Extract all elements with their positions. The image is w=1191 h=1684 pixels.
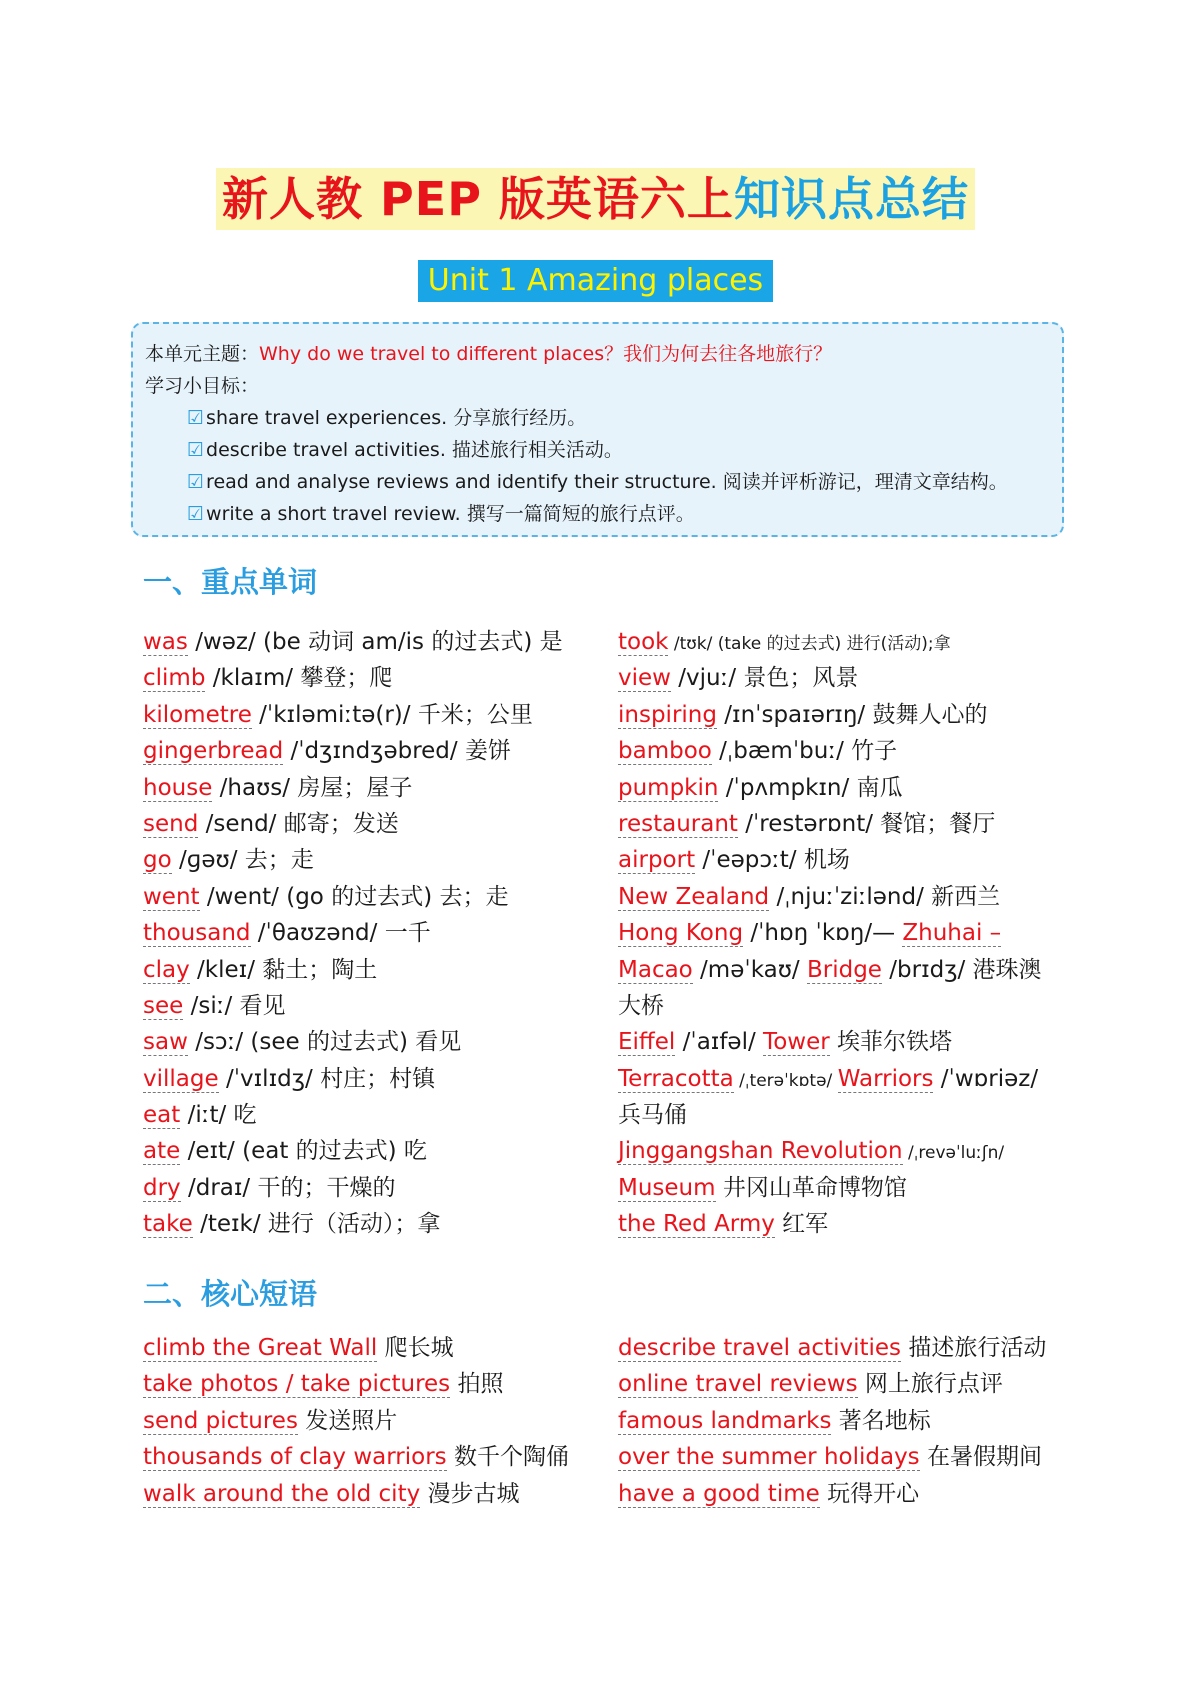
- section-title-key-words: 一、重点单词: [143, 565, 318, 599]
- word-row: [143, 770, 593, 806]
- goals-label: 学习小目标：: [145, 375, 260, 397]
- english-term: Zhuhai –: [902, 920, 1002, 947]
- english-term: send: [143, 810, 199, 837]
- english-term: airport: [618, 847, 696, 874]
- checkbox-icon: ☑: [187, 471, 205, 493]
- english-term: Jinggangshan Revolution: [618, 1138, 903, 1165]
- term-details: 埃菲尔铁塔: [829, 1029, 952, 1056]
- english-term: climb: [143, 665, 206, 692]
- term-details: /vjuː/ 景色；风景: [670, 665, 859, 692]
- term-details: 玩得开心: [819, 1480, 920, 1507]
- word-row: [618, 624, 1078, 660]
- term-details: /teɪk/ 进行（活动）；拿: [192, 1211, 441, 1238]
- term-details: 大桥: [618, 992, 664, 1019]
- word-row: [618, 1024, 1078, 1060]
- word-row: [143, 733, 593, 769]
- term-details: /ˌbæmˈbuː/ 竹子: [711, 738, 898, 765]
- english-term: thousand: [143, 920, 251, 947]
- word-row: [143, 660, 593, 696]
- english-term: famous landmarks: [618, 1407, 832, 1434]
- term-details: /wəz/ (be 动词 am/is 的过去式) 是: [187, 629, 563, 655]
- phrase-row: [143, 1439, 593, 1475]
- key-words-left-column: [143, 624, 593, 1243]
- term-details: 网上旅行点评: [857, 1371, 1003, 1398]
- term-details: /ˈeəpɔːt/ 机场: [695, 847, 850, 874]
- english-term: went: [143, 883, 200, 910]
- english-term: was: [143, 629, 188, 655]
- english-term: saw: [143, 1029, 188, 1056]
- english-term: gingerbread: [143, 738, 284, 765]
- checkbox-icon: ☑: [187, 439, 205, 461]
- theme-text: Why do we travel to different places？我们为何去往各地旅行？: [259, 343, 833, 365]
- goal-text: describe travel activities. 描述旅行相关活动。: [206, 439, 623, 461]
- term-details: /ˈvɪlɪdʒ/ 村庄；村镇: [218, 1065, 436, 1092]
- term-details: /haʊs/ 房屋；屋子: [212, 774, 413, 801]
- phrase-row: [143, 1476, 593, 1512]
- word-row: [618, 952, 1078, 988]
- word-row: [143, 1133, 593, 1169]
- word-row: [618, 915, 1078, 951]
- english-term: house: [143, 774, 213, 801]
- english-term: walk around the old city: [143, 1480, 421, 1507]
- english-term: clay: [143, 956, 190, 983]
- english-term: over the summer holidays: [618, 1444, 920, 1471]
- english-term: go: [143, 847, 172, 874]
- term-details: /tʊk/ (take 的过去式) 进行(活动);拿: [668, 634, 951, 654]
- core-phrases-left-column: [143, 1330, 593, 1512]
- english-term: Warriors: [837, 1065, 934, 1092]
- key-words-right-column: [618, 624, 1078, 1243]
- unit-theme: [145, 338, 1050, 370]
- english-term: send pictures: [143, 1407, 298, 1434]
- term-details: /eɪt/ (eat 的过去式) 吃: [180, 1138, 427, 1165]
- word-row: [143, 697, 593, 733]
- term-details: /iːt/ 吃: [180, 1102, 257, 1129]
- english-term: the Red Army: [618, 1211, 775, 1238]
- english-term: describe travel activities: [618, 1335, 902, 1361]
- word-row: [143, 1024, 593, 1060]
- checkbox-icon: ☑: [187, 407, 205, 429]
- term-details: /ˈpʌmpkɪn/ 南瓜: [718, 774, 903, 801]
- document-title: [216, 168, 975, 230]
- goal-text: share travel experiences. 分享旅行经历。: [206, 407, 587, 429]
- term-details: 红军: [774, 1211, 829, 1238]
- word-row: [618, 1133, 1078, 1169]
- term-details: /ˈθaʊzənd/ 一千: [250, 920, 431, 947]
- english-term: restaurant: [618, 810, 738, 837]
- term-details: /send/ 邮寄；发送: [198, 810, 399, 837]
- word-row: [618, 697, 1078, 733]
- english-term: bamboo: [618, 738, 712, 765]
- phrase-row: [143, 1403, 593, 1439]
- word-row: [143, 988, 593, 1024]
- phrase-row: [618, 1403, 1078, 1439]
- phrase-row: [618, 1439, 1078, 1475]
- theme-label: 本单元主题：: [145, 343, 260, 365]
- term-details: /ˈdʒɪndʒəbred/ 姜饼: [283, 738, 511, 765]
- word-row: [618, 806, 1078, 842]
- word-row: [143, 1061, 593, 1097]
- word-row: [618, 733, 1078, 769]
- phrase-row: [143, 1330, 593, 1366]
- english-term: take: [143, 1211, 193, 1238]
- goal-text: write a short travel review. 撰写一篇简短的旅行点评。: [206, 503, 695, 525]
- word-row: [618, 1206, 1078, 1242]
- english-term: Museum: [618, 1174, 716, 1201]
- goal-item: [145, 498, 1050, 530]
- english-term: have a good time: [618, 1480, 820, 1507]
- english-term: view: [618, 665, 671, 692]
- term-details: 著名地标: [831, 1407, 931, 1434]
- word-row: [143, 842, 593, 878]
- term-details: /ˈkɪləmiːtə(r)/ 千米；公里: [251, 701, 533, 728]
- word-row: [618, 988, 1078, 1024]
- core-phrases-right-column: [618, 1330, 1078, 1512]
- term-details: 在暑假期间: [919, 1444, 1042, 1471]
- title-red-part: 新人教 PEP 版英语六上: [222, 172, 734, 226]
- term-details: 发送照片: [297, 1407, 398, 1434]
- document-title-wrap: [0, 168, 1191, 230]
- english-term: Hong Kong: [618, 920, 744, 947]
- goal-text: read and analyse reviews and identify their structure. 阅读并评析游记，理清文章结构。: [206, 471, 1008, 493]
- term-details: /ɪnˈspaɪərɪŋ/ 鼓舞人心的: [716, 701, 988, 728]
- term-details: /brɪdʒ/ 港珠澳: [881, 956, 1042, 983]
- unit-title-wrap: [0, 260, 1191, 302]
- english-term: Eiffel: [618, 1029, 676, 1056]
- english-term: take photos / take pictures: [143, 1371, 451, 1398]
- term-details: 拍照: [450, 1371, 504, 1398]
- word-row: [143, 1206, 593, 1242]
- learning-goals-box: [131, 322, 1064, 537]
- term-details: /məˈkaʊ/: [692, 956, 807, 983]
- term-details: /kleɪ/ 黏土；陶土: [189, 956, 378, 983]
- phrase-row: [618, 1476, 1078, 1512]
- word-row: [143, 879, 593, 915]
- english-term: Tower: [763, 1029, 830, 1056]
- term-details: /siː/ 看见: [183, 992, 286, 1019]
- english-term: pumpkin: [618, 774, 719, 801]
- term-details: 井冈山革命博物馆: [715, 1174, 907, 1201]
- term-details: /ˈaɪfəl/: [675, 1029, 764, 1056]
- english-term: climb the Great Wall: [143, 1335, 378, 1361]
- term-details: 数千个陶俑: [446, 1444, 569, 1471]
- term-details: /ˈwɒriəz/: [933, 1065, 1039, 1092]
- english-term: ate: [143, 1138, 181, 1165]
- phrase-row: [143, 1366, 593, 1402]
- term-details: /ˌterəˈkɒtə/: [733, 1070, 838, 1091]
- goal-item: [145, 402, 1050, 434]
- word-row: [143, 952, 593, 988]
- phrase-row: [618, 1366, 1078, 1402]
- term-details: 描述旅行活动: [901, 1335, 1047, 1361]
- word-row: [143, 1170, 593, 1206]
- word-row: [143, 806, 593, 842]
- english-term: inspiring: [618, 701, 717, 728]
- term-details: /ˌrevəˈluːʃn/: [902, 1143, 1005, 1164]
- term-details: /ˈrestərɒnt/ 餐馆；餐厅: [737, 810, 996, 837]
- word-row: [618, 1097, 1078, 1133]
- english-term: village: [143, 1065, 219, 1092]
- term-details: /ˈhɒŋ ˈkɒŋ/—: [743, 920, 903, 947]
- term-details: /klaɪm/ 攀登；爬: [205, 665, 393, 692]
- word-row: [618, 770, 1078, 806]
- term-details: /ɡəʊ/ 去；走: [171, 847, 314, 874]
- english-term: see: [143, 992, 184, 1019]
- english-term: Terracotta: [618, 1065, 734, 1092]
- word-row: [618, 842, 1078, 878]
- english-term: thousands of clay warriors: [143, 1444, 447, 1471]
- word-row: [618, 1061, 1078, 1097]
- term-details: /ˌnjuːˈziːlənd/ 新西兰: [769, 883, 1001, 910]
- term-details: 爬长城: [377, 1335, 454, 1361]
- english-term: kilometre: [143, 701, 252, 728]
- word-row: [618, 660, 1078, 696]
- english-term: New Zealand: [618, 883, 770, 910]
- unit-title: Unit 1 Amazing places: [418, 260, 773, 302]
- english-term: dry: [143, 1174, 181, 1201]
- goal-item: [145, 434, 1050, 466]
- term-details: 漫步古城: [420, 1480, 520, 1507]
- word-row: [143, 1097, 593, 1133]
- phrase-row: [618, 1330, 1078, 1366]
- english-term: Bridge: [806, 956, 882, 983]
- term-details: /draɪ/ 干的；干燥的: [180, 1174, 396, 1201]
- english-term: online travel reviews: [618, 1371, 858, 1398]
- checkbox-icon: ☑: [187, 503, 205, 525]
- term-details: /sɔː/ (see 的过去式) 看见: [187, 1029, 462, 1056]
- word-row: [143, 624, 593, 660]
- term-details: /went/ (go 的过去式) 去；走: [199, 883, 509, 910]
- english-term: Macao: [618, 956, 693, 983]
- section-title-core-phrases: 二、核心短语: [143, 1277, 318, 1311]
- english-term: took: [618, 629, 669, 655]
- word-row: [618, 879, 1078, 915]
- term-details: 兵马俑: [618, 1102, 687, 1129]
- english-term: eat: [143, 1102, 181, 1129]
- word-row: [143, 915, 593, 951]
- title-blue-part: 知识点总结: [733, 172, 969, 226]
- word-row: [618, 1170, 1078, 1206]
- goal-item: [145, 466, 1050, 498]
